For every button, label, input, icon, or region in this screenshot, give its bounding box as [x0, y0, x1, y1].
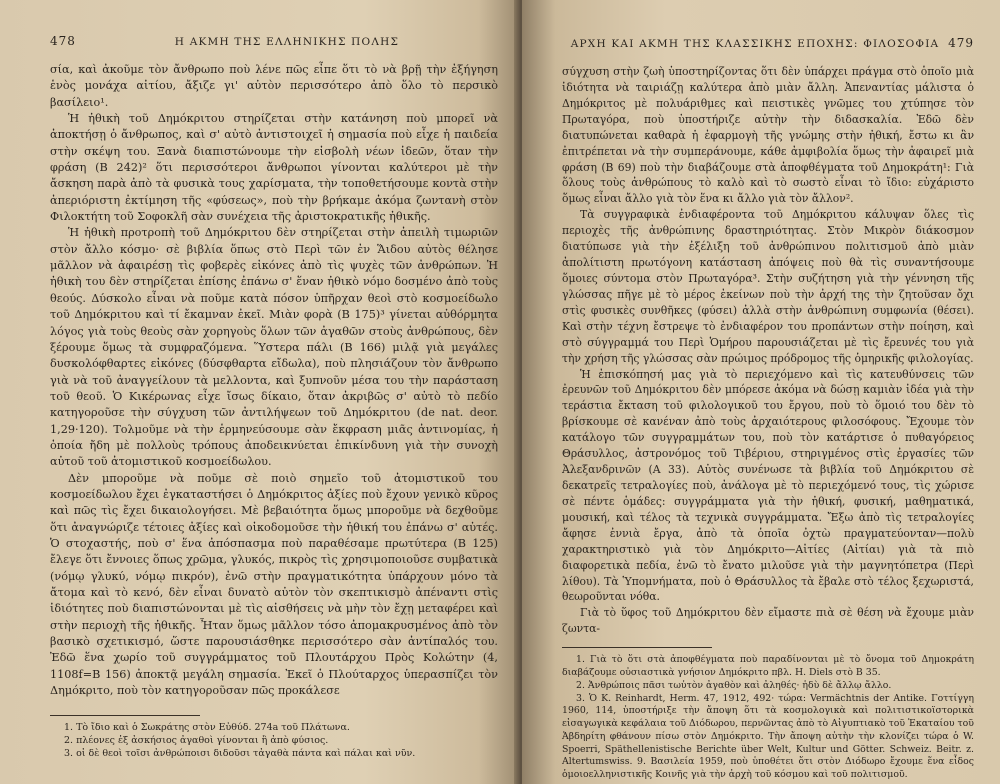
- right-footnote-rule: [562, 647, 712, 648]
- right-paragraph-2: Τὰ συγγραφικὰ ἐνδιαφέροντα τοῦ Δημόκριτου κάλυψαν ὅλες τὶς περιοχὲς τῆς ἀνθρώπινης δραστηριότητας. Στὸν Μικρὸν διάκοσμον διατύπωσε γιὰ τὴν ἐξέλιξη τοῦ ἀνθρώπινου πολιτισμοῦ ἀπὸ μιὰν ἀπολίτιστη πρωτόγονη κατάσταση ἀπόψεις ποὺ θὰ τὶς συναντήσουμε ὅμοιες σύντομα στὸν Πρωταγόρα³. Στὴν συζήτηση γιὰ τὴν γέννηση τῆς γλώσσας πῆγε μὲ τὸ μέρος ἐκείνων ποὺ τὴν ἀρχή της τὴν ζητοῦσαν ὄχι στὶς φυσικὲς συνθῆκες (φύσει) ἀλλὰ στὴν ἀνθρώπινη συμφωνία (θέσει). Καὶ στὴν τέχνη ἔστρεψε τὸ ἐνδιαφέρον του προπάντων στὴν ποίηση, καὶ στὸ σύγγραμμά του Περὶ Ὁμήρου παρουσιάζεται μὲ τὶς ἔρευνές του γιὰ τὴν χρήση τῆς γλώσσας σὰν πρώιμος πρόδρομος τῆς ὁμηρικῆς φιλολογίας.: [562, 208, 974, 365]
- right-body-text: [562, 64, 974, 637]
- right-page: [522, 0, 1000, 784]
- right-footnote-2: 2. Ἀνθρώποις πᾶσι τωὐτὸν ἀγαθὸν καὶ ἀληθές· ἡδὺ δὲ ἄλλῳ ἄλλο.: [576, 679, 892, 691]
- left-paragraph-3: Ἡ ἠθικὴ προτροπὴ τοῦ Δημόκριτου δὲν στηρίζεται στὴν ἀπειλὴ τιμωριῶν στὸν ἄλλο κόσμο· σὲ βιβλία ὅπως στὸ Περὶ τῶν ἐν Ἅιδου αὐτὸς θέλησε μᾶλλον νὰ ἀφαιρέσῃ τὶς φοβερὲς εἰκόνες ἀπὸ τὶς ψυχὲς τῶν ἀνθρώπων. Ἡ ἠθικὴ του δὲν στηρίζεται ἐπίσης ἐπάνω σ' ἕναν ἠθικὸ νόμο δοσμένο ἀπὸ τοὺς θεούς. Δύσκολο εἶναι νὰ ποῦμε κατὰ πόσον ὑπῆρχαν θεοὶ στὸ κοσμοείδωλο τοῦ Δημόκριτου καὶ τί ἔκαμναν ἐκεῖ. Μιὰν φορὰ (Β 175)³ γίνεται αὐθόρμητα λόγος γιὰ τοὺς θεοὺς σὰν χορηγοὺς ὅλων τῶν ἀγαθῶν στοὺς ἀνθρώπους, δὲν ξέρουμε ὅμως τὰ συμφραζόμενα. Ὕστερα πάλι (Β 166) μιλᾷ γιὰ μεγάλες δυσκολόφθαρτες εἰκόνες (δύσφθαρτα εἴδωλα), ποὺ πλησιάζουν τὸν ἄνθρωπο γιὰ νὰ τοῦ ἀναγγείλουν τὰ μελλοντα, καὶ ξυπνοῦν μέσα του τὴν παράσταση τοῦ θεοῦ. Ὁ Κικέρωνας εἶχε ἴσως δίκαιο, ὅταν ἀκριβῶς σ' αὐτὸ τὸ πεδίο κατηγοροῦσε τὴν σύγχυση τῶν ἀντιλήψεων τοῦ Δημόκριτου (de nat. deor. 1,29·120). Τολμοῦμε νὰ τὴν ἑρμηνεύσουμε σὰν ἔκφραση μιᾶς ἀντινομίας, ἡ ὁποία ἤδη μὲ πολλοὺς τρόπους ἀποδεικνύεται ἐπικίνδυνη γιὰ τὴν συνοχὴ αὐτοῦ τοῦ ἀτομιστικοῦ κοσμοείδωλου.: [50, 226, 498, 469]
- left-body-text: [50, 62, 498, 699]
- right-paragraph-1: σύγχυση στὴν ζωὴ ὑποστηρίζοντας ὅτι δὲν ὑπάρχει πράγμα στὸ ὁποῖο μιὰ ἰδιότητα νὰ ταιριάζῃ καλύτερα ἀπὸ μιὰν ἄλλη. Ἀπεναντίας μάλιστα ὁ Δημόκριτος μὲ πολυάριθμες καὶ πειστικὲς γνῶμες του χτύπησε τὸν Πρωταγόρα, ποὺ ὑποστήριζε αὐτὴν τὴν διδασκαλία. Ἐδῶ δὲν διατυπώνεται καθαρὰ ἡ ἐφαρμογὴ τῆς γνώμης στὴν ἠθική, ἔστω κι ἂν ἐπιτρέπεται νὰ τὴν συμπεράνουμε, κάθε ἀμφιβολία ὅμως τὴν ἀφαιρεῖ μιὰ φράση (Β 69) ποὺ τὴν διαβάζουμε στὰ ἀποφθέγματα τοῦ Δημοκράτη¹: Γιὰ ὅλους τοὺς ἀνθρώπους τὸ καλὸ καὶ τὸ σωστὸ εἶναι τὸ ἴδιο: εὐχάριστο ὅμως εἶναι ἄλλο γιὰ τὸν ἕνα κι ἄλλο γιὰ τὸν ἄλλον².: [562, 65, 974, 206]
- right-footnote-1: 1. Γιὰ τὸ ὅτι στὰ ἀποφθέγματα ποὺ παραδίνονται μὲ τὸ ὄνομα τοῦ Δημοκράτη διαβάζουμε οὐσιαστικὰ γνήσιον Δημόκριτο πβλ. H. Diels στὸ Β 35.: [562, 654, 974, 678]
- left-footnote-rule: [50, 715, 200, 716]
- left-running-title: Η ΑΚΜΗ ΤΗΣ ΕΛΛΗΝΙΚΗΣ ΠΟΛΗΣ: [174, 36, 400, 48]
- left-footnote-1: 1. Τὸ ἴδιο καὶ ὁ Σωκράτης στὸν Εὐθύδ. 274a τοῦ Πλάτωνα.: [64, 722, 350, 734]
- right-footnotes: [562, 647, 974, 782]
- right-footnote-3: 3. Ὁ K. Reinhardt, Herm. 47, 1912, 492· τώρα: Vermächtnis der Antike. Γοττίγγη 1960, 114, ὑποστήριξε τὴν ἄποψη ὅτι τὰ κοσμολογικὰ καὶ πολιτιστικοϊστορικὰ εἰσαγωγικὰ κεφάλαια τοῦ Διόδωρου, περνῶντας ἀπὸ τὸ Αἰγυπτιακὸ τοῦ Ἑκαταίου τοῦ Ἀβδηρίτη φθάνουν πίσω στὸν Δημόκριτο. Τὴν ἄποψη αὐτὴν τὴν κλονίζει τώρα ὁ W. Spoerri, Späthellenistische Berichte über Welt, Kultur und Götter. Schweiz. Beitr. z. Altertumswiss. 9. Βασιλεία 1959, ποὺ ὑποθέτει ὅτι στὸν Διόδωρο ἔχουμε ἕνα εἶδος ὁμοιοελληνιστικῆς Κοινῆς γιὰ τὴν ἀρχὴ τοῦ κόσμου καὶ τοῦ πολιτισμοῦ.: [562, 692, 974, 781]
- left-footnote-2: 2. πλέονες ἐξ ἀσκήσιος ἀγαθοὶ γίνονται ἢ ἀπὸ φύσιος.: [64, 735, 329, 747]
- left-paragraph-1: σία, καὶ ἀκοῦμε τὸν ἄνθρωπο ποὺ λένε πῶς εἶπε ὅτι τὸ νὰ βρῇ τὴν ἐξήγηση ἑνὸς μονάχα αἰτίου, ἄξιζε γι' αὐτὸν περισσότερο ἀπὸ ὅλο τὸ περσικὸ βασίλειο¹.: [50, 63, 498, 109]
- right-paragraph-3: Ἡ ἐπισκόπησή μας γιὰ τὸ περιεχόμενο καὶ τὶς κατευθύνσεις τῶν ἐρευνῶν τοῦ Δημόκριτου δὲν μπόρεσε ἀκόμα νὰ δώσῃ καμιὰν ἰδέα γιὰ τὴν τεράστια ἔκταση τοῦ φιλολογικοῦ του ἔργου, ποὺ τὸ ὅμοιό του δὲν τὸ βρίσκουμε σὲ κανέναν ἀπὸ τοὺς ἀρχαιότερους φιλοσόφους. Ἔχουμε τὸν κατάλογο τῶν συγγραμμάτων του, ποὺ τὸν κατάρτισε ὁ πυθαγόρειος Θράσυλλος, ἀστρονόμος τοῦ Τιβέριου, στηριγμένος στὶς ἐργασίες τῶν Ἀλεξανδρινῶν (Α 33). Αὐτὸς συνένωσε τὰ βιβλία τοῦ Δημόκριτου σὲ δεκατρεῖς τετραλογίες ποὺ, ἀνάλογα μὲ τὸ περιεχόμενό τους, τὶς χώρισε σὲ πέντε ὁμάδες: συγγράμματα γιὰ τὴν ἠθική, φυσική, μαθηματικά, μουσική, καὶ τέλος τὰ τεχνικὰ συγγράμματα. Ἔξω ἀπὸ τὶς τετραλογίες ἄφησε ἐννιὰ ἔργα, ἀπὸ τὰ ὁποῖα ὀχτὼ πραγματεύονταν—πολὺ χαρακτηριστικὸ γιὰ τὸν Δημόκριτο—Αἰτίες (Αἰτίαι) γιὰ τὰ πιὸ διαφορετικὰ πεδία, ἐνῶ τὸ ἔνατο μιλοῦσε γιὰ τὴν μαγνητόπετρα (Περὶ λίθου). Τὰ Ὑπομνήματα, ποὺ ὁ Θράσυλλος τὰ ἔβαλε στὸ τέλος ξεχωριστά, θεωροῦνται νόθα.: [562, 367, 974, 604]
- left-page-number: 478: [50, 34, 76, 48]
- left-footnote-3: 3. οἱ δὲ θεοὶ τοῖσι ἀνθρώποισι διδοῦσι τἀγαθὰ πάντα καὶ πάλαι καὶ νῦν.: [64, 748, 416, 760]
- left-paragraph-4: Δὲν μποροῦμε νὰ ποῦμε σὲ ποιὸ σημεῖο τοῦ ἀτομιστικοῦ του κοσμοείδωλου ἔχει ἐγκαταστήσει ὁ Δημόκριτος ἀξίες ποὺ ἔχουν γενικὸ κῦρος καὶ πῶς τὶς ἔχει δικαιολογήσει. Μὲ βεβαιότητα ὅμως μποροῦμε νὰ δεχθοῦμε ὅτι ἀναγνώριζε τέτοιες ἀξίες καὶ οἰκοδομοῦσε τὴν ἠθική του ἐπάνω σ' αὐτές. Ὁ στοχαστής, ποὺ σ' ἕνα ἀπόσπασμα ποὺ παραθέσαμε πρωτύτερα (Β 125) ἔλεγε ὅτι ἔννοιες ὅπως χρῶμα, γλυκός, πικρὸς τὶς χρησιμοποιοῦσε συμβατικὰ (νόμῳ γλυκύ, νόμῳ πικρόν), ἐνῶ στὴν πραγματικότητα ὑπάρχουν μόνο τὰ ἄτομα καὶ τὸ κενό, δὲν εἶναι δυνατὸ αὐτὸν τὸν σκεπτικισμὸ ἀπέναντι στὶς ἰδιότητες ποὺ διαπιστώνονται μὲ τὶς αἰσθήσεις νὰ μὴν τὸν ἔχῃ μεταφέρει καὶ στὴν περιοχὴ τῆς ἠθικῆς. Ἦταν ὅμως μᾶλλον τόσο ἀπομακρυσμένος ἀπὸ τὸν βασικὸ σχετικισμό, ὥστε παρουσιάσθηκε περισσότερο σὰν ἀντίπαλός του. Ἐδῶ ἕνα χωρίο τοῦ συγγράμματος τοῦ Πλουτάρχου Πρὸς Κολώτην (4, 1108f=Β 156) ἀποκτᾷ μεγάλη σημασία. Ἐκεῖ ὁ Πλούταρχος ὑπερασπίζει τὸν Δημόκριτο, ποὺ τὸν κατηγοροῦσαν πῶς προκάλεσε: [50, 471, 498, 698]
- left-paragraph-2: Ἡ ἠθικὴ τοῦ Δημόκριτου στηρίζεται στὴν κατάνηση ποὺ μπορεῖ νὰ ἀποκτήσῃ ὁ ἄνθρωπος, καὶ σ' αὐτὸ ἀντιστοιχεῖ ἡ σημασία ποὺ εἶχε ἡ παιδεία στὴν σκέψη του. Ξανὰ διαπιστώνουμε τὴν εἰσβολὴ νέων ἰδεῶν, ὅταν τὴν φράση (Β 242)² ὅτι περισσότεροι ἄνθρωποι γίνονται καλύτεροι μὲ τὴν ἄσκηση παρὰ ἀπὸ τὰ φυσικὰ τους χαρίσματα, τὴν τοποθετήσουμε κοντὰ στὴν ἀπεριόριστη ἐκτίμηση τῆς «φύσεως», ποὺ τὴν βρήκαμε ἀκόμα ζωντανὴ στὸν Φιλοκτήτη τοῦ Σοφοκλῆ σὰν συνέχεια τῆς ἀριστοκρατικῆς ἠθικῆς.: [50, 112, 498, 224]
- left-footnotes: [50, 715, 498, 761]
- left-running-head: [50, 34, 498, 48]
- right-page-number: 479: [948, 36, 974, 50]
- right-paragraph-4: Γιὰ τὸ ὕφος τοῦ Δημόκριτου δὲν εἴμαστε πιὰ σὲ θέση νὰ ἔχουμε μιὰν ζωντα-: [562, 606, 974, 636]
- right-running-title: ΑΡΧΗ ΚΑΙ ΑΚΜΗ ΤΗΣ ΚΛΑΣΣΙΚΗΣ ΕΠΟΧΗΣ: ΦΙΛΟΣΟΦΙΑ: [570, 38, 940, 50]
- right-running-head: [562, 36, 974, 50]
